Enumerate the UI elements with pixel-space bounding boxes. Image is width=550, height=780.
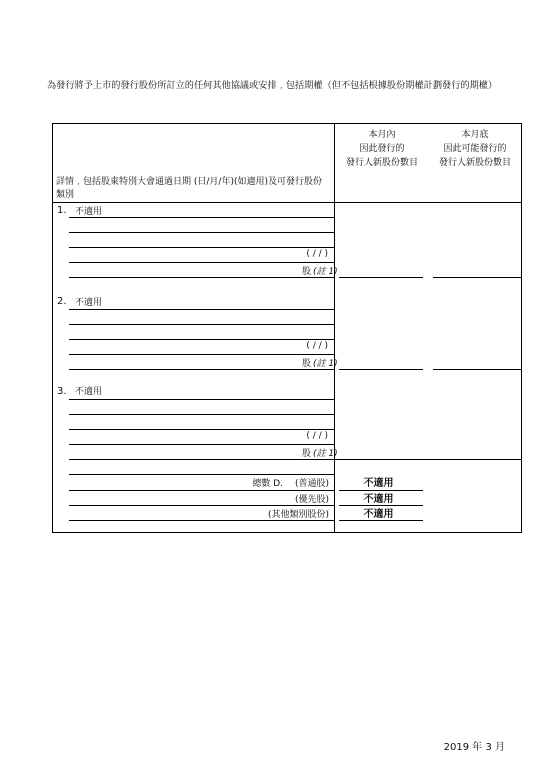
total-other-value: 不適用 <box>363 509 394 520</box>
row-2-value: 不適用 <box>75 298 103 308</box>
column-divider <box>334 124 335 532</box>
intro-text: 為發行將予上市的發行股份所訂立的任何其他協議或安排﹐包括期權（但不包括根據股份期權計劃發行的期權） <box>47 80 498 91</box>
row-1-note: (註 1) <box>313 267 338 277</box>
header-col2-line2: 因此發行的 <box>359 144 405 154</box>
row-1-shares-label: 股 <box>301 267 311 277</box>
header-col2-line3: 發行人新股份數目 <box>345 158 418 168</box>
total-preference-value: 不適用 <box>363 494 394 505</box>
total-ordinary-label: (普通股) <box>294 479 329 489</box>
header-details: 詳情﹐包括股東特別大會通過日期 (日/月/年)(如適用)及可發行股份類別 <box>56 177 322 200</box>
row-2-number: 2. <box>57 296 67 307</box>
row-3-shares-label: 股 <box>301 449 311 459</box>
row-2-note: (註 1) <box>313 359 338 369</box>
row-3-note: (註 1) <box>313 449 338 459</box>
row-3-date: ( / / ) <box>306 431 328 441</box>
row-3-value: 不適用 <box>75 387 103 397</box>
header-divider <box>53 202 521 203</box>
row-1-date: ( / / ) <box>306 249 328 259</box>
header-col3-line3: 發行人新股份數目 <box>438 158 511 168</box>
footer-date: 2019 年 3 月 <box>443 742 505 753</box>
header-col3-line2: 因此可能發行的 <box>443 144 507 154</box>
row-2-shares-label: 股 <box>301 359 311 369</box>
header-col2-line1: 本月內 <box>368 130 396 140</box>
total-label: 總數 D. <box>252 479 283 489</box>
row-1-value: 不適用 <box>75 207 103 217</box>
header-col3-line1: 本月底 <box>461 130 489 140</box>
row-1-number: 1. <box>57 205 67 216</box>
row-2-date: ( / / ) <box>306 341 328 351</box>
details-table <box>52 123 522 533</box>
row-3-number: 3. <box>57 386 67 397</box>
total-ordinary-value: 不適用 <box>363 478 394 489</box>
total-preference-label: (優先股) <box>294 495 329 505</box>
total-other-label: (其他類別股份) <box>267 510 329 520</box>
